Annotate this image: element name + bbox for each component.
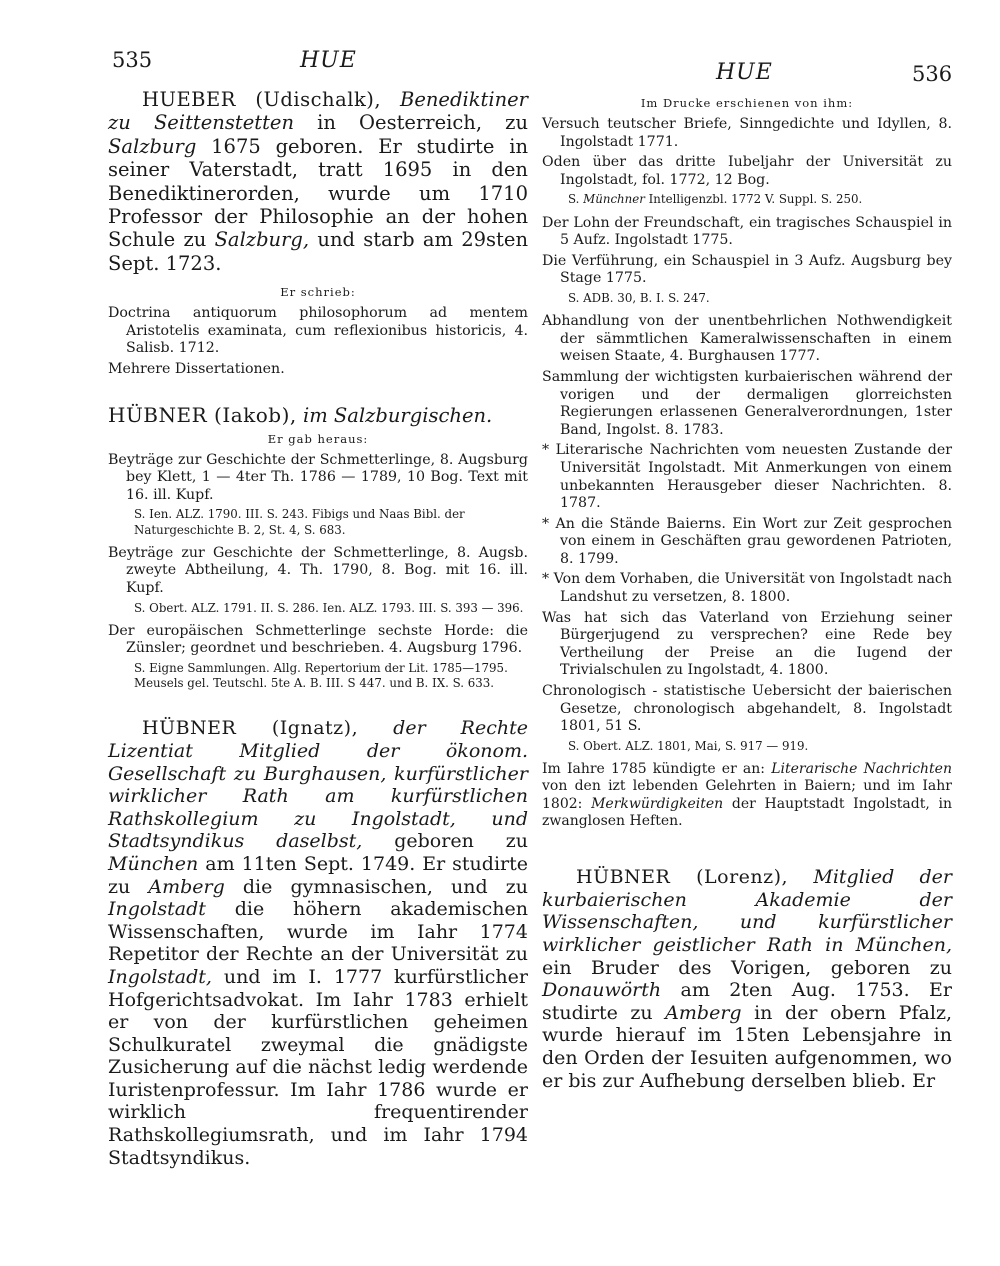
work-entry: * Von dem Vorhaben, die Universität von Ingolstadt nach Landshut zu versetzen, 8. 1800. <box>542 571 952 606</box>
reference-note: S. Eigne Sammlungen. Allg. Repertorium der Lit. 1785—1795. Meusels gel. Teutschl. 5te A. B. III. S 447. und B. IX. S. 633. <box>134 660 508 691</box>
section-subheading: Er gab heraus: <box>267 431 369 446</box>
left-running-title: HUE <box>300 48 357 73</box>
work-entry: Beyträge zur Geschichte der Schmetterlinge, 8. Augsburg bey Klett, 1 — 4ter Th. 1786 — 1789, 10 Bog. Text mit 16. ill. Kupf. <box>108 451 528 503</box>
work-entry: Abhandlung von der unentbehrlichen Nothwendigkeit der sämmtlichen Kameralwissenschaften in einem weisen Staate, 4. Burghausen 1777. <box>542 313 952 365</box>
work-entry: Der europäischen Schmetterlinge sechste Horde: die Zünsler; geordnet und beschrieben. 4. Augsburg 1796. <box>108 622 528 657</box>
entry-huebner-jakob <box>108 403 528 428</box>
entry-name: HÜBNER (Iakob), <box>108 402 297 427</box>
entry-name: HÜBNER (Lorenz), <box>576 866 789 889</box>
reference-note: S. Obert. ALZ. 1791. II. S. 286. Ien. ALZ. 1793. III. S. 393 — 396. <box>134 600 524 615</box>
section-subheading: Im Drucke erschienen von ihm: <box>640 96 854 110</box>
work-entry: Versuch teutscher Briefe, Sinngedichte und Idyllen, 8. Ingolstadt 1771. <box>542 116 952 150</box>
work-entry: Was hat sich das Vaterland von Erziehung seiner Bürgerjugend zu versprechen? eine Rede bey Vertheilung der Preise an die Iugend der Trivialschulen zu Ingolstadt, 4. 1800. <box>542 609 952 679</box>
left-column <box>108 88 528 1179</box>
reference-note: S. Ien. ALZ. 1790. III. S. 243. Fibigs und Naas Bibl. der Naturgeschichte B. 2, St. 4, S. 683. <box>134 507 465 537</box>
left-page-number: 535 <box>112 48 153 72</box>
reference-note: S. ADB. 30, B. I. S. 247. <box>568 290 710 305</box>
entry-name: HÜBNER (Ignatz), <box>142 717 359 740</box>
right-column <box>542 96 952 1102</box>
entry-role: im Salzburgischen. <box>302 403 493 427</box>
announcement-note: Im Iahre 1785 kündigte er an: Literarische Nachrichten von den izt lebenden Gelehrten in Baiern; und im Iahr 1802: Merkwürdigkeiten der Hauptstadt Ingolstadt, in zwanglosen Heften. <box>542 761 953 829</box>
entry-role: der Rechte Lizentiat Mitglied der ökonom. Gesellschaft zu Burghausen, kurfürstlicher wirklicher Rath am kurfürstlichen Rathskollegium zu Ingolstadt, und Stadtsyndikus daselbst, <box>108 717 528 853</box>
reference-note: S. Münchner Intelligenzbl. 1772 V. Suppl. S. 250. <box>568 192 863 207</box>
section-subheading: Er schrieb: <box>280 285 356 300</box>
work-entry: Der Lohn der Freundschaft, ein tragisches Schauspiel in 5 Aufz. Ingolstadt 1775. <box>542 214 952 249</box>
entry-name: HUEBER (Udischalk), <box>142 88 382 111</box>
entry-hueber: HUEBER (Udischalk), Benediktiner zu Seittenstetten in Oesterreich, zu Salzburg 1675 geboren. Er studirte in seiner Vaterstadt, tratt 1695 in den Benediktinerorden, wurde um 1710 Professor der Philosophie an der hohen Schule zu Salzburg, und starb am 29sten Sept. 1723. <box>108 88 529 275</box>
work-entry: * Literarische Nachrichten vom neuesten Zustande der Universität Ingolstadt. Mit Anmerkungen von einem unbekannten Herausgeber dieser Nachrichten. 8. 1787. <box>542 442 952 512</box>
entry-huebner-ignaz: HÜBNER (Ignatz), der Rechte Lizentiat Mitglied der ökonom. Gesellschaft zu Burghausen, kurfürstlicher wirklicher Rath am kurfürstlichen Rathskollegium zu Ingolstadt, und Stadtsyndikus daselbst, geboren zu München am 11ten Sept. 1749. Er studirte zu Amberg die gymnasischen, und zu Ingolstadt die höhern akademischen Wissenschaften, wurde im Iahr 1774 Repetitor der Rechte an der Universität zu Ingolstadt, und im I. 1777 kurfürstlicher Hofgerichtsadvokat. Im Iahr 1783 erhielt er von der kurfürstlichen geheimen Schulkuratel zweymal die gnädigste Zusicherung auf die nächst ledig werdende Iuristenprofessur. Im Iahr 1786 wurde er wirklich frequentirender Rathskollegiumsrath, und im Iahr 1794 Stadtsyndikus. <box>108 717 528 1169</box>
work-entry: Oden über das dritte Iubeljahr der Universität zu Ingolstadt, fol. 1772, 12 Bog. <box>542 154 952 188</box>
work-entry: Die Verführung, ein Schauspiel in 3 Aufz. Augsburg bey Stage 1775. <box>542 252 952 287</box>
work-entry: Mehrere Dissertationen. <box>108 361 285 378</box>
right-page-number: 536 <box>912 62 953 86</box>
reference-note: S. Obert. ALZ. 1801, Mai, S. 917 — 919. <box>568 738 809 753</box>
work-entry: Chronologisch - statistische Uebersicht der baierischen Gesetze, chronologisch abgehandelt, 8. Ingolstadt 1801, 51 S. <box>542 683 952 735</box>
work-entry: * An die Stände Baierns. Ein Wort zur Zeit gesprochen von einem in Geschäften grau gewordenen Patrioten, 8. 1799. <box>542 515 952 567</box>
right-running-title: HUE <box>716 60 773 85</box>
entry-role: Mitglied der kurbaierischen Akademie der Wissenschaften, und kurfürstlicher wirklicher geistlicher Rath in München, <box>542 866 952 956</box>
work-entry: Sammlung der wichtigsten kurbaierischen während der vorigen und der dermaligen glorreichsten Regierungen erlassenen Generalverordnungen, 1ster Band, Ingolst. 8. 1783. <box>542 368 952 438</box>
work-entry: Doctrina antiquorum philosophorum ad mentem Aristotelis examinata, cum reflexionibus historicis, 4. Salisb. 1712. <box>108 305 528 357</box>
work-entry: Beyträge zur Geschichte der Schmetterlinge, 8. Augsb. zweyte Abtheilung, 4. Th. 1790, 8. Bog. mit 16. ill. Kupf. <box>108 544 528 596</box>
entry-role: Benediktiner zu Seittenstetten <box>108 88 528 135</box>
entry-huebner-lorenz: HÜBNER (Lorenz), Mitglied der kurbaierischen Akademie der Wissenschaften, und kurfürstlicher wirklicher geistlicher Rath in München, ein Bruder des Vorigen, geboren zu Donauwörth am 2ten Aug. 1753. Er studirte zu Amberg in der obern Pfalz, wurde hierauf im 15ten Lebensjahre in den Orden der Iesuiten aufgenommen, wo er bis zur Aufhebung derselben blieb. Er <box>542 866 952 1092</box>
